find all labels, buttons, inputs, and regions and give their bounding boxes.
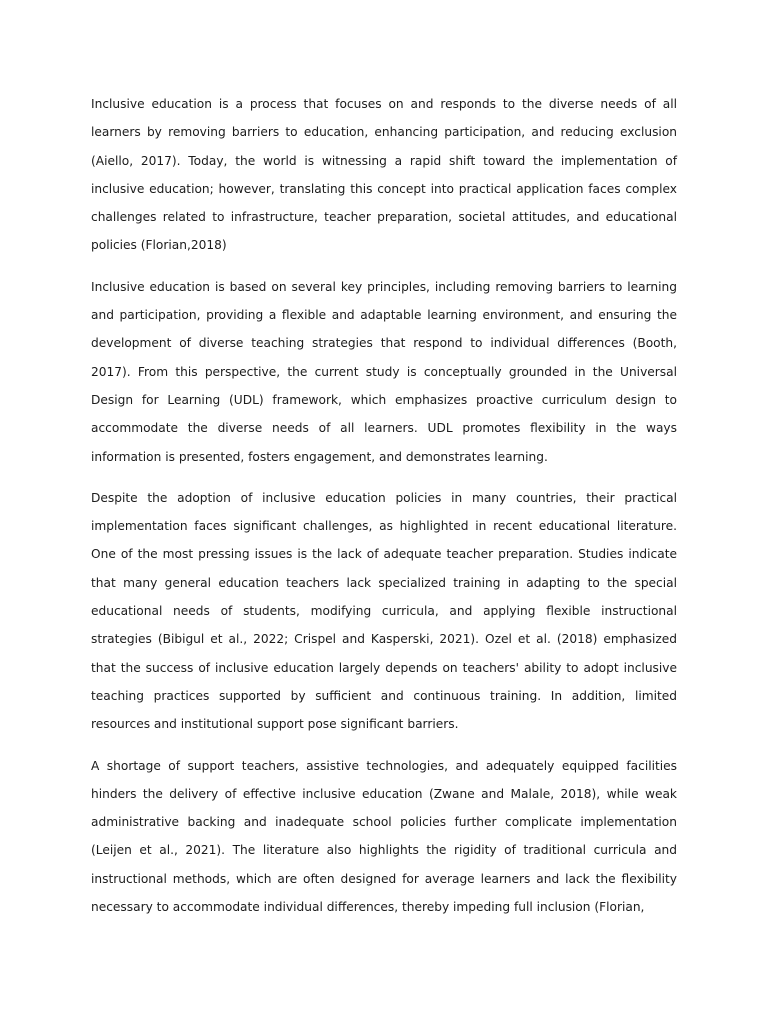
paragraph-1: Inclusive education is a process that focuses on and responds to the diverse needs of all learners by removing barriers to education, enhancing participation, and reducing exclusion (Aiello, 2017). Today, the world is witnessing a rapid shift toward the implementation of inclusive education; however, translating this concept into practical application faces complex challenges related to infrastructure, teacher preparation, societal attitudes, and educational policies (Florian,2018) (91, 97, 677, 253)
paragraph-2: Inclusive education is based on several key principles, including removing barriers to learning and participation, providing a flexible and adaptable learning environment, and ensuring the development of diverse teaching strategies that respond to individual differences (Booth, 2017). From this perspective, the current study is conceptually grounded in the Universal Design for Learning (UDL) framework, which emphasizes proactive curriculum design to accommodate the diverse needs of all learners. UDL promotes flexibility in the ways information is presented, fosters engagement, and demonstrates learning. (91, 279, 677, 464)
paragraph-4: A shortage of support teachers, assistive technologies, and adequately equipped facilities hinders the delivery of effective inclusive education (Zwane and Malale, 2018), while weak administrative backing and inadequate school policies further complicate implementation (Leijen et al., 2021). The literature also highlights the rigidity of traditional curricula and instructional methods, which are often designed for average learners and lack the flexibility necessary to accommodate individual differences, thereby impeding full inclusion (Florian, (91, 758, 677, 915)
paragraph-3: Despite the adoption of inclusive education policies in many countries, their practical implementation faces significant challenges, as highlighted in recent educational literature. One of the most pressing issues is the lack of adequate teacher preparation. Studies indicate that many general education teachers lack specialized training in adapting to the special educational needs of students, modifying curricula, and applying flexible instructional strategies (Bibigul et al., 2022; Crispel and Kasperski, 2021). Ozel et al. (2018) emphasized that the success of inclusive education largely depends on teachers' ability to adopt inclusive teaching practices supported by sufficient and continuous training. In addition, limited resources and institutional support pose significant barriers. (91, 490, 677, 732)
document-body (91, 90, 677, 934)
